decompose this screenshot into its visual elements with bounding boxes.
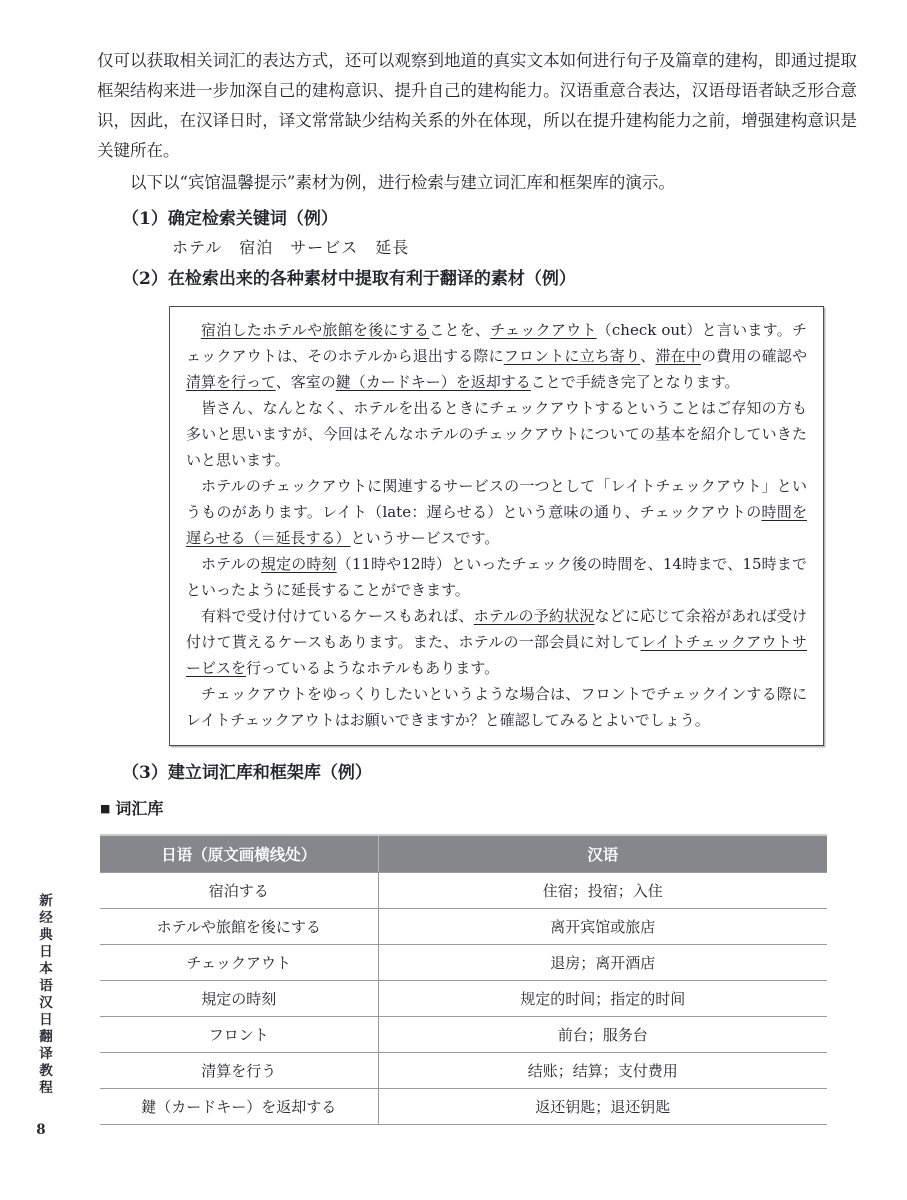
text-run: チェックアウトをゆっくりしたいというような場合は、フロントでチェックインする際にレイトチェックアウトはお願いできますか？と確認してみるとよいでしょう。 xyxy=(186,685,807,729)
underlined-text: 滞在中 xyxy=(655,347,701,365)
vocab-table-header-row xyxy=(100,835,827,872)
vocab-jp-cell: チェックアウト xyxy=(100,944,378,980)
table-row xyxy=(100,1052,827,1088)
vocab-section-label-text: 词汇库 xyxy=(115,799,164,818)
table-row xyxy=(100,908,827,944)
vocab-section-label xyxy=(100,798,857,820)
box-paragraph xyxy=(186,317,807,395)
text-run: ホテルのチェックアウトに関連するサービスの一つとして「レイトチェックアウト」というものがあります。レイト（late：遅らせる）という意味の通り、チェックアウトの xyxy=(186,477,807,521)
vocab-jp-cell: 清算を行う xyxy=(100,1052,378,1088)
text-run: （check out）と言います。チェックアウトは、そのホテルから退出する際に xyxy=(186,321,807,365)
text-run: 行っているようなホテルもあります。 xyxy=(246,659,500,677)
table-row xyxy=(100,1088,827,1124)
vocab-zh-cell: 结账；结算；支付费用 xyxy=(378,1052,827,1088)
heading-step-1: （1）确定检索关键词（例） xyxy=(122,209,338,229)
underlined-text: チェックアウト xyxy=(490,321,597,339)
square-bullet-icon: ■ xyxy=(100,802,111,815)
box-paragraph xyxy=(186,395,807,473)
text-run: というサービスです。 xyxy=(350,529,500,547)
vocab-zh-cell: 前台；服务台 xyxy=(378,1016,827,1052)
vocab-zh-cell: 离开宾馆或旅店 xyxy=(378,908,827,944)
intro-paragraph-2: 以下以“宾馆温馨提示”素材为例，进行检索与建立词汇库和框架库的演示。 xyxy=(130,173,675,192)
underlined-text: レイトチェックアウトサービスを xyxy=(186,633,807,677)
box-paragraph xyxy=(186,603,807,681)
text-run: ホテルの xyxy=(201,555,261,573)
vocab-jp-cell: フロント xyxy=(100,1016,378,1052)
heading-step-3: （3）建立词汇库和框架库（例） xyxy=(122,763,372,783)
text-run: 皆さん、なんとなく、ホテルを出るときにチェックアウトするということはご存知の方も多いと思いますが、今回はそんなホテルのチェックアウトについての基本を紹介していきたいと思います。 xyxy=(186,399,807,469)
vocab-jp-cell: 鍵（カードキー）を返却する xyxy=(100,1088,378,1124)
vocab-zh-cell: 规定的时间；指定的时间 xyxy=(378,980,827,1016)
spine-book-title: 新经典日本语汉日翻译教程 xyxy=(36,893,52,1097)
underlined-text: フロントに立ち寄り xyxy=(503,347,641,365)
table-row xyxy=(100,980,827,1016)
vocab-header-japanese: 日语（原文画横线处） xyxy=(100,835,378,872)
vocab-jp-cell: ホテルや旅館を後にする xyxy=(100,908,378,944)
vocab-table-head xyxy=(100,835,827,872)
table-row xyxy=(100,1016,827,1052)
box-paragraph xyxy=(186,551,807,603)
underlined-text: 時間を遅らせる（＝延長する） xyxy=(186,503,807,547)
vocab-header-chinese: 汉语 xyxy=(378,835,827,872)
text-run: 有料で受け付けているケースもあれば、 xyxy=(201,607,474,625)
underlined-text: ホテルの予約状況 xyxy=(473,607,595,625)
table-row xyxy=(100,872,827,908)
heading-step-2: （2）在检索出来的各种素材中提取有利于翻译的素材（例） xyxy=(122,269,576,289)
text-run: ことで手続き完了となります。 xyxy=(530,373,740,391)
vocab-jp-cell: 宿泊する xyxy=(100,872,378,908)
text-run: の費用の確認や xyxy=(700,347,807,365)
text-run: （11時や12時）といったチェック後の時間を、14時まで、15時までといったように延長することができます。 xyxy=(186,555,807,599)
text-run: ことを、 xyxy=(429,321,491,339)
underlined-text: 清算を行って xyxy=(186,373,276,391)
underlined-text: 宿泊したホテルや旅館を後にする xyxy=(201,321,430,339)
page-number: 8 xyxy=(36,1122,46,1138)
text-run: 、客室の xyxy=(275,373,336,391)
text-run: 、 xyxy=(640,347,656,365)
box-paragraph xyxy=(186,681,807,733)
vocab-zh-cell: 退房；离开酒店 xyxy=(378,944,827,980)
table-row xyxy=(100,944,827,980)
text-run: などに応じて余裕があれば受け付けて貰えるケースもあります。また、ホテルの一部会員に対して xyxy=(186,607,807,651)
japanese-source-text-box xyxy=(169,306,824,746)
vocab-table-body xyxy=(100,872,827,1124)
vocab-zh-cell: 返还钥匙；退还钥匙 xyxy=(378,1088,827,1124)
vocab-zh-cell: 住宿；投宿；入住 xyxy=(378,872,827,908)
page-content xyxy=(97,46,857,1125)
vocab-table xyxy=(100,834,827,1125)
underlined-text: 鍵（カードキー）を返却する xyxy=(335,373,531,391)
search-keywords: ホテル 宿泊 サービス 延長 xyxy=(172,238,410,257)
underlined-text: 規定の時刻 xyxy=(260,555,337,573)
intro-paragraph-1: 仅可以获取相关词汇的表达方式，还可以观察到地道的真实文本如何进行句子及篇章的建构，即通过提取框架结构来进一步加深自己的建构意识、提升自己的建构能力。汉语重意合表达，汉语母语者缺乏形合意识，因此，在汉译日时，译文常常缺少结构关系的外在体现，所以在提升建构能力之前，增强建构意识是关键所在。 xyxy=(97,51,857,160)
vocab-jp-cell: 規定の時刻 xyxy=(100,980,378,1016)
box-paragraph xyxy=(186,473,807,551)
